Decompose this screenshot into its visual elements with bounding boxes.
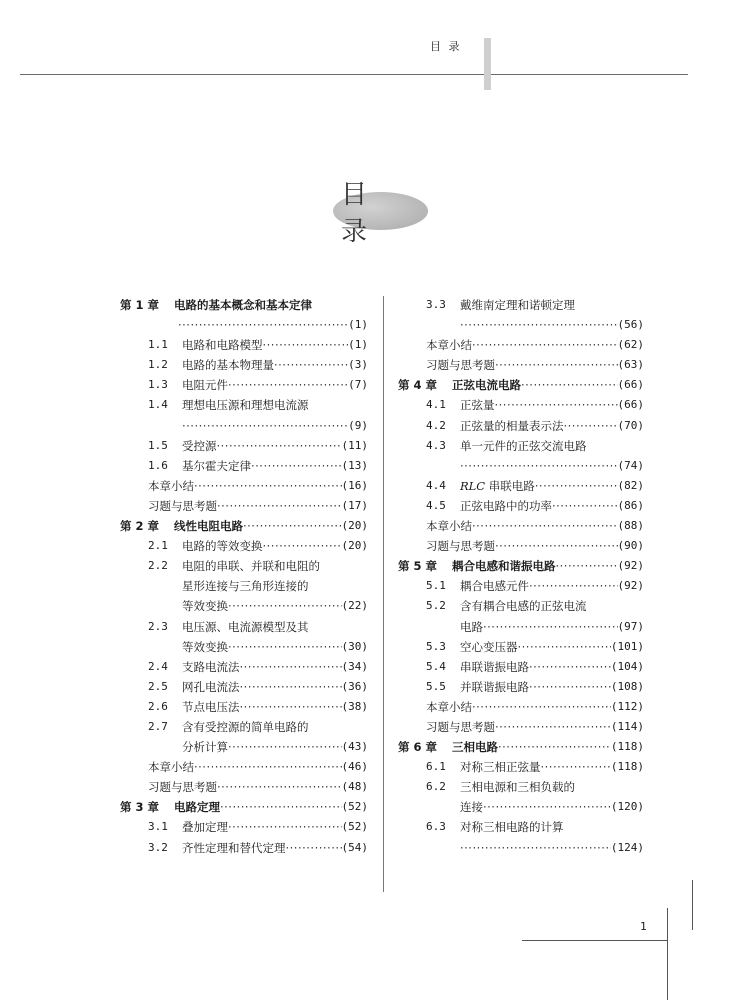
footer-corner-line: [667, 908, 668, 1000]
header-rule: [20, 74, 688, 75]
toc-entry-number: 3.1: [148, 820, 168, 834]
toc-entry-title: 串联谐振电路: [460, 659, 529, 674]
footer-corner-line-upper: [692, 880, 693, 930]
toc-entry-number: 2.3: [148, 619, 168, 633]
toc-entry[interactable]: [120, 777, 368, 797]
toc-entry-page: (54): [341, 840, 368, 854]
toc-entry[interactable]: [398, 295, 644, 315]
toc-entry[interactable]: [398, 416, 644, 436]
toc-entry-page: (101): [610, 639, 644, 653]
toc-right-column: [398, 295, 644, 858]
toc-entry[interactable]: [398, 757, 644, 777]
toc-entry-number: 4.5: [426, 498, 446, 512]
toc-entry[interactable]: [398, 395, 644, 415]
toc-entry-number: 2.6: [148, 699, 168, 713]
toc-entry[interactable]: [120, 797, 368, 817]
toc-entry-title: 齐性定理和替代定理: [182, 840, 286, 855]
dot-leader: [240, 697, 342, 717]
toc-entry-title: 含有耦合电感的正弦电流: [460, 599, 587, 614]
dot-leader: [472, 516, 618, 536]
toc-entry-title: 理想电压源和理想电流源: [182, 398, 309, 413]
dot-leader: [495, 355, 618, 375]
toc-entry-title: 含有受控源的简单电路的: [182, 719, 309, 734]
toc-entry-page: (52): [341, 800, 368, 814]
dot-leader: [182, 416, 348, 436]
toc-entry[interactable]: [398, 315, 644, 335]
toc-entry-title: 正弦电流电路: [452, 378, 521, 393]
toc-entry-title: 空心变压器: [460, 639, 518, 654]
dot-leader: [178, 315, 348, 335]
toc-entry-title: 支路电流法: [182, 659, 240, 674]
toc-entry-page: (63): [617, 358, 644, 372]
toc-entry-title: 并联谐振电路: [460, 679, 529, 694]
toc-entry-page: (88): [617, 519, 644, 533]
header-tab-marker: [484, 38, 491, 90]
toc-entry[interactable]: [120, 315, 368, 335]
toc-entry-number: 4.2: [426, 418, 446, 432]
toc-entry-title: 网孔电流法: [182, 679, 240, 694]
toc-entry[interactable]: [398, 576, 644, 596]
toc-entry-number: 1.3: [148, 378, 168, 392]
dot-leader: [483, 617, 618, 637]
toc-entry-title: 电阻元件: [182, 378, 228, 393]
dot-leader: [251, 456, 342, 476]
toc-entry[interactable]: [398, 677, 644, 697]
toc-entry[interactable]: [120, 476, 368, 496]
toc-entry-number: 1.6: [148, 458, 168, 472]
toc-entry-title: 电路: [460, 619, 483, 634]
toc-entry-page: (92): [617, 559, 644, 573]
toc-title-badge: [333, 180, 428, 247]
toc-entry-page: (66): [617, 378, 644, 392]
toc-entry-number: 4.4: [426, 478, 446, 492]
toc-entry[interactable]: [398, 536, 644, 556]
dot-leader: [228, 737, 342, 757]
toc-entry-page: (43): [341, 740, 368, 754]
toc-entry-page: (1): [348, 318, 368, 332]
toc-entry-page: (48): [341, 780, 368, 794]
page-number: 1: [640, 920, 647, 933]
toc-entry-page: (30): [341, 639, 368, 653]
toc-entry-title: 叠加定理: [182, 820, 228, 835]
toc-entry[interactable]: [120, 355, 368, 375]
column-divider: [383, 296, 384, 892]
toc-entry-title: 三相电路: [452, 740, 498, 755]
toc-entry-page: (13): [341, 458, 368, 472]
dot-leader: [217, 436, 342, 456]
toc-entry-page: (38): [341, 699, 368, 713]
toc-entry-page: (90): [617, 539, 644, 553]
toc-entry-page: (66): [617, 398, 644, 412]
toc-entry-number: 第 6 章: [398, 740, 438, 755]
toc-entry-page: (118): [610, 760, 644, 774]
toc-entry-page: (9): [348, 418, 368, 432]
toc-entry-number: 第 1 章: [120, 298, 160, 312]
dot-leader: [228, 817, 342, 837]
dot-leader: [556, 556, 618, 576]
toc-entry-title: 本章小结: [426, 519, 472, 534]
toc-entry-page: (62): [617, 338, 644, 352]
toc-entry-title: 习题与思考题: [426, 719, 495, 734]
toc-entry[interactable]: [120, 757, 368, 777]
dot-leader: [286, 838, 342, 858]
dot-leader: [240, 677, 342, 697]
toc-entry-title: 线性电阻电路: [174, 519, 243, 534]
dot-leader: [263, 536, 342, 556]
toc-left-column: [120, 295, 368, 858]
toc-entry[interactable]: [398, 496, 644, 516]
toc-entry-page: (7): [348, 378, 368, 392]
toc-entry-page: (97): [617, 619, 644, 633]
toc-entry[interactable]: [120, 335, 368, 355]
dot-leader: [194, 757, 342, 777]
toc-entry-title: 电路的等效变换: [182, 539, 263, 554]
toc-entry-title: 星形连接与三角形连接的: [182, 579, 309, 594]
dot-leader: [552, 496, 618, 516]
toc-entry[interactable]: [120, 838, 368, 858]
dot-leader: [472, 335, 618, 355]
toc-entry[interactable]: [398, 556, 644, 576]
dot-leader: [240, 657, 342, 677]
toc-entry-page: (124): [610, 840, 644, 854]
toc-entry[interactable]: [120, 536, 368, 556]
toc-entry-title: 本章小结: [148, 478, 194, 493]
dot-leader: [472, 697, 611, 717]
toc-entry-number: 4.3: [426, 438, 446, 452]
toc-entry[interactable]: [120, 375, 368, 395]
toc-entry[interactable]: [398, 817, 644, 837]
toc-entry-title: 电路和电路模型: [182, 338, 263, 353]
toc-entry-number: 5.4: [426, 659, 446, 673]
toc-entry-page: (112): [610, 699, 644, 713]
footer-rule: [522, 940, 667, 941]
toc-entry-page: (36): [341, 679, 368, 693]
toc-entry[interactable]: [120, 617, 368, 637]
dot-leader: [495, 395, 618, 415]
dot-leader: [529, 657, 611, 677]
toc-entry[interactable]: [120, 596, 368, 616]
toc-entry[interactable]: [398, 596, 644, 616]
toc-entry-page: (22): [341, 599, 368, 613]
toc-entry[interactable]: [398, 375, 644, 395]
toc-entry-page: (108): [610, 679, 644, 693]
page-title: 目 录: [341, 180, 378, 247]
dot-leader: [274, 355, 348, 375]
dot-leader: [243, 516, 342, 536]
toc-entry[interactable]: [398, 777, 644, 797]
toc-entry-title: 本章小结: [426, 699, 472, 714]
toc-entry-number: 第 2 章: [120, 519, 160, 534]
toc-entry[interactable]: [398, 838, 644, 858]
toc-entry-title: 正弦电路中的功率: [460, 498, 552, 513]
toc-entry[interactable]: [120, 717, 368, 737]
toc-entry-page: (20): [341, 539, 368, 553]
toc-entry-page: (120): [610, 800, 644, 814]
toc-entry[interactable]: [398, 637, 644, 657]
toc-entry-number: 5.5: [426, 679, 446, 693]
dot-leader: [228, 637, 342, 657]
toc-entry-title: 戴维南定理和诺顿定理: [460, 298, 575, 312]
toc-entry[interactable]: [120, 576, 368, 596]
dot-leader: [521, 375, 618, 395]
dot-leader: [460, 838, 611, 858]
dot-leader: [495, 536, 618, 556]
toc-entry-page: (34): [341, 659, 368, 673]
toc-entry-title: 分析计算: [182, 740, 228, 755]
toc-entry-number: 2.4: [148, 659, 168, 673]
running-header-title: 目 录: [430, 40, 462, 53]
toc-entry-title: 电路的基本物理量: [182, 358, 274, 373]
toc-entry-title: 对称三相电路的计算: [460, 820, 564, 835]
toc-entry-page: (1): [348, 338, 368, 352]
toc-entry[interactable]: [398, 335, 644, 355]
toc-entry-number: 5.2: [426, 599, 446, 613]
toc-entry[interactable]: [398, 717, 644, 737]
toc-entry-number: 6.1: [426, 760, 446, 774]
toc-entry-title: 基尔霍夫定律: [182, 458, 251, 473]
toc-entry-title: 等效变换: [182, 599, 228, 614]
toc-entry-title: 等效变换: [182, 639, 228, 654]
dot-leader: [518, 637, 611, 657]
toc-entry-number: 1.5: [148, 438, 168, 452]
toc-entry[interactable]: [120, 817, 368, 837]
dot-leader: [535, 476, 618, 496]
toc-entry-page: (11): [341, 438, 368, 452]
toc-entry-number: 第 3 章: [120, 800, 160, 815]
toc-entry-title: 习题与思考题: [426, 539, 495, 554]
toc-entry[interactable]: [120, 737, 368, 757]
toc-entry[interactable]: [120, 456, 368, 476]
dot-leader: [460, 456, 618, 476]
dot-leader: [529, 677, 611, 697]
toc-entry-title: 正弦量的相量表示法: [460, 418, 564, 433]
toc-entry-number: 5.3: [426, 639, 446, 653]
toc-entry[interactable]: [120, 677, 368, 697]
toc-entry-page: (20): [341, 519, 368, 533]
toc-entry[interactable]: [398, 697, 644, 717]
toc-entry-title: 电路定理: [174, 800, 220, 815]
toc-entry[interactable]: [120, 436, 368, 456]
toc-entry[interactable]: [120, 416, 368, 436]
toc-entry-title: 对称三相正弦量: [460, 760, 541, 775]
toc-entry-number: 4.1: [426, 398, 446, 412]
dot-leader: [220, 797, 342, 817]
toc-entry-title: 电压源、电流源模型及其: [182, 619, 309, 634]
toc-entry[interactable]: [398, 516, 644, 536]
toc-entry[interactable]: [120, 556, 368, 576]
dot-leader: [529, 576, 618, 596]
toc-entry[interactable]: [398, 797, 644, 817]
toc-entry-title: 单一元件的正弦交流电路: [460, 438, 587, 453]
toc-entry-page: (46): [341, 760, 368, 774]
dot-leader: [541, 757, 611, 777]
toc-entry-page: (56): [617, 318, 644, 332]
toc-entry-number: 6.2: [426, 780, 446, 794]
toc-entry[interactable]: [120, 657, 368, 677]
toc-entry-number: 6.3: [426, 820, 446, 834]
toc-entry[interactable]: [120, 295, 368, 315]
toc-entry[interactable]: [398, 737, 644, 757]
toc-entry-page: (70): [617, 418, 644, 432]
toc-entry[interactable]: [398, 617, 644, 637]
toc-entry-title: 习题与思考题: [148, 498, 217, 513]
toc-entry-page: (16): [341, 478, 368, 492]
dot-leader: [263, 335, 349, 355]
dot-leader: [564, 416, 618, 436]
dot-leader: [194, 476, 342, 496]
toc-entry-title: RLC 串联电路: [460, 478, 535, 493]
toc-entry-title: 习题与思考题: [148, 780, 217, 795]
toc-entry-page: (86): [617, 498, 644, 512]
toc-entry[interactable]: [398, 355, 644, 375]
toc-entry[interactable]: [398, 456, 644, 476]
toc-entry-page: (52): [341, 820, 368, 834]
toc-entry-page: (114): [610, 719, 644, 733]
dot-leader: [483, 797, 611, 817]
dot-leader: [228, 375, 348, 395]
toc-entry[interactable]: [120, 395, 368, 415]
toc-entry-page: (104): [610, 659, 644, 673]
toc-entry-title: 连接: [460, 800, 483, 815]
toc-entry-title: 本章小结: [426, 338, 472, 353]
dot-leader: [217, 496, 342, 516]
toc-entry-title: 习题与思考题: [426, 358, 495, 373]
toc-entry[interactable]: [398, 476, 644, 496]
toc-entry-number: 1.4: [148, 398, 168, 412]
toc-entry-number: 第 5 章: [398, 559, 438, 574]
toc-entry-page: (82): [617, 478, 644, 492]
toc-entry-number: 2.7: [148, 719, 168, 733]
dot-leader: [217, 777, 342, 797]
toc-entry-title: 本章小结: [148, 760, 194, 775]
toc-entry-number: 2.2: [148, 559, 168, 573]
toc-entry[interactable]: [398, 657, 644, 677]
toc-entry-number: 5.1: [426, 579, 446, 593]
toc-entry-page: (17): [341, 498, 368, 512]
dot-leader: [460, 315, 618, 335]
toc-entry-title: 电阻的串联、并联和电阻的: [182, 559, 320, 574]
toc-entry[interactable]: [120, 697, 368, 717]
toc-entry[interactable]: [120, 516, 368, 536]
toc-entry-page: (74): [617, 458, 644, 472]
toc-entry-number: 1.2: [148, 358, 168, 372]
toc-entry-number: 3.2: [148, 840, 168, 854]
toc-entry-title: 耦合电感和谐振电路: [452, 559, 556, 574]
toc-entry-title: 三相电源和三相负载的: [460, 780, 575, 795]
toc-entry[interactable]: [120, 496, 368, 516]
dot-leader: [228, 596, 342, 616]
dot-leader: [498, 737, 611, 757]
toc-entry-title: 耦合电感元件: [460, 579, 529, 594]
toc-entry-page: (118): [610, 740, 644, 754]
toc-entry-number: 3.3: [426, 298, 446, 311]
toc-entry-title: 正弦量: [460, 398, 495, 413]
toc-entry-number: 2.1: [148, 539, 168, 553]
toc-entry-number: 第 4 章: [398, 378, 438, 393]
toc-entry-number: 2.5: [148, 679, 168, 693]
toc-entry-number: 1.1: [148, 338, 168, 352]
toc-entry[interactable]: [120, 637, 368, 657]
dot-leader: [495, 717, 611, 737]
toc-entry-page: (3): [348, 358, 368, 372]
toc-entry-title: 节点电压法: [182, 699, 240, 714]
toc-entry-page: (92): [617, 579, 644, 593]
toc-entry[interactable]: [398, 436, 644, 456]
toc-entry-title: 受控源: [182, 438, 217, 453]
toc-entry-title: 电路的基本概念和基本定律: [174, 298, 312, 312]
